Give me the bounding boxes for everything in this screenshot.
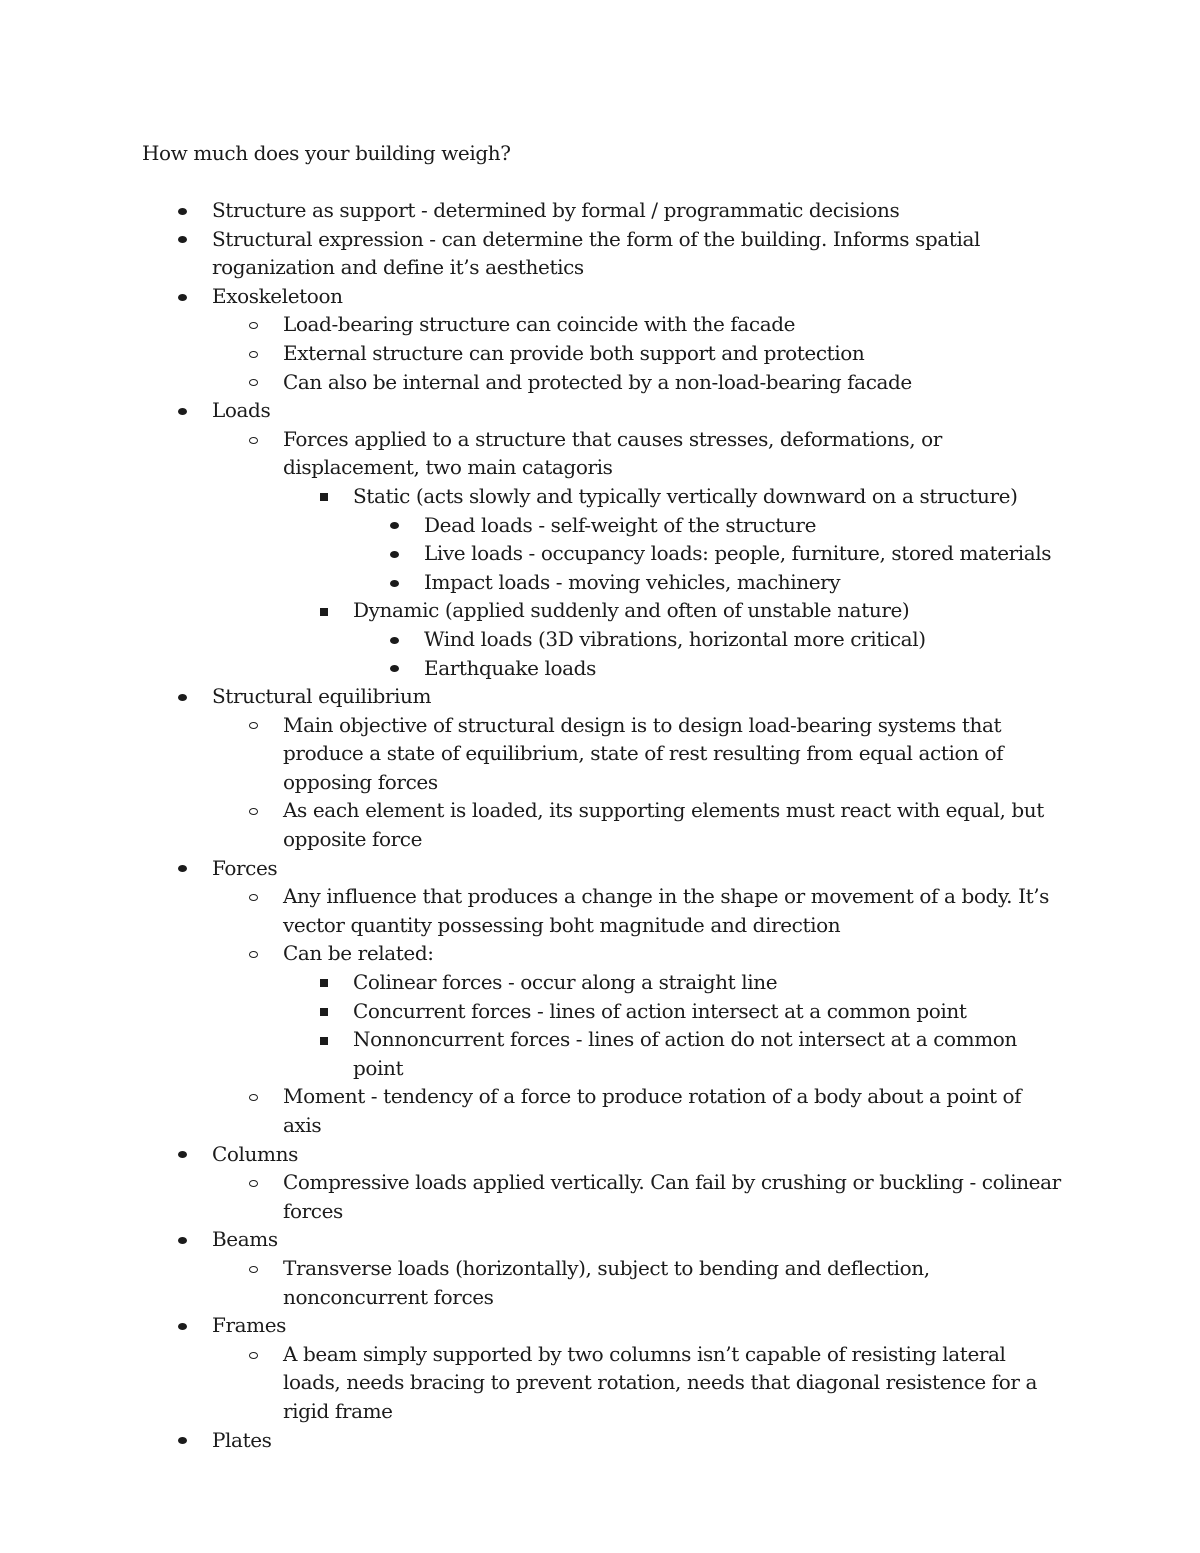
list-item-level-1 (0, 854, 1200, 883)
list-item-level-2 (0, 882, 1200, 939)
circle-bullet-shape (249, 722, 258, 729)
circle-bullet-icon (249, 711, 258, 740)
list-item-text: Wind loads (3D vibrations, horizontal more critical) (424, 626, 926, 651)
list-item-text: Frames (212, 1313, 287, 1338)
disc-bullet-icon (390, 654, 399, 683)
list-item-text: Dynamic (applied suddenly and often of unstable nature) (353, 598, 910, 623)
disc-bullet-shape (390, 551, 399, 558)
list-item-text: Transverse loads (horizontally), subject to bending and deflection, nonconcurrent forces (283, 1255, 930, 1309)
disc-bullet-icon (178, 1140, 187, 1169)
list-item-text: Forces (212, 855, 278, 880)
list-item-text: Structural equilibrium (212, 684, 432, 709)
square-bullet-icon (320, 596, 328, 625)
list-item-level-3 (0, 997, 1200, 1026)
list-item-level-1 (0, 396, 1200, 425)
list-item-text: As each element is loaded, its supporting elements must react with equal, but opposite force (283, 798, 1044, 852)
square-bullet-icon (320, 1025, 328, 1054)
list-item-text: Concurrent forces - lines of action intersect at a common point (353, 998, 967, 1023)
circle-bullet-icon (249, 310, 258, 339)
list-item-level-1 (0, 1140, 1200, 1169)
circle-bullet-shape (249, 322, 258, 329)
square-bullet-shape (320, 979, 328, 987)
list-item-text: Columns (212, 1141, 298, 1166)
list-item-level-1 (0, 1225, 1200, 1254)
disc-bullet-icon (178, 1225, 187, 1254)
bullet-outline (0, 196, 1200, 1454)
disc-bullet-icon (178, 396, 187, 425)
disc-bullet-shape (178, 1237, 187, 1244)
square-bullet-shape (320, 493, 328, 501)
disc-bullet-icon (178, 1311, 187, 1340)
list-item-level-2 (0, 1168, 1200, 1225)
list-item-text: Plates (212, 1427, 272, 1452)
list-item-level-3 (0, 968, 1200, 997)
square-bullet-icon (320, 997, 328, 1026)
circle-bullet-icon (249, 939, 258, 968)
list-item-level-2 (0, 368, 1200, 397)
list-item-text: A beam simply supported by two columns isn’t capable of resisting lateral loads, needs bracing to prevent rotation, needs that diagonal resistence for a rigid frame (283, 1341, 1038, 1423)
disc-bullet-icon (178, 282, 187, 311)
disc-bullet-shape (390, 665, 399, 672)
disc-bullet-icon (178, 1426, 187, 1455)
list-item-text: Beams (212, 1227, 278, 1252)
circle-bullet-shape (249, 894, 258, 901)
list-item-text: Live loads - occupancy loads: people, furniture, stored materials (424, 541, 1052, 566)
circle-bullet-shape (249, 951, 258, 958)
list-item-level-4 (0, 539, 1200, 568)
circle-bullet-icon (249, 1082, 258, 1111)
disc-bullet-icon (178, 196, 187, 225)
disc-bullet-shape (390, 637, 399, 644)
disc-bullet-shape (178, 1437, 187, 1444)
list-item-text: Load-bearing structure can coincide with the facade (283, 312, 796, 337)
list-item-text: Impact loads - moving vehicles, machinery (424, 569, 841, 594)
list-item-text: Compressive loads applied vertically. Can fail by crushing or buckling - colinear forces (283, 1170, 1061, 1223)
circle-bullet-shape (249, 379, 258, 386)
circle-bullet-icon (249, 796, 258, 825)
list-item-text: Dead loads - self-weight of the structure (424, 512, 816, 537)
list-item-text: Can be related: (283, 941, 434, 966)
list-item-level-2 (0, 425, 1200, 482)
list-item-level-4 (0, 625, 1200, 654)
square-bullet-icon (320, 968, 328, 997)
list-item-text: Loads (212, 398, 271, 423)
list-item-level-2 (0, 310, 1200, 339)
disc-bullet-shape (390, 580, 399, 587)
list-item-text: External structure can provide both support and protection (283, 340, 865, 365)
disc-bullet-shape (178, 236, 187, 243)
circle-bullet-shape (249, 1094, 258, 1101)
square-bullet-shape (320, 1037, 328, 1045)
circle-bullet-shape (249, 808, 258, 815)
list-item-level-2 (0, 1340, 1200, 1426)
disc-bullet-shape (178, 694, 187, 701)
circle-bullet-icon (249, 339, 258, 368)
list-item-level-2 (0, 796, 1200, 853)
list-item-level-4 (0, 568, 1200, 597)
list-item-level-4 (0, 654, 1200, 683)
square-bullet-shape (320, 608, 328, 616)
list-item-level-2 (0, 939, 1200, 968)
list-item-level-3 (0, 596, 1200, 625)
circle-bullet-icon (249, 425, 258, 454)
list-item-text: Forces applied to a structure that causes stresses, deformations, or displacement, two main catagoris (283, 426, 942, 480)
disc-bullet-shape (178, 408, 187, 415)
list-item-text: Can also be internal and protected by a non-load-bearing facade (283, 369, 912, 394)
disc-bullet-icon (178, 854, 187, 883)
disc-bullet-icon (178, 682, 187, 711)
disc-bullet-icon (390, 625, 399, 654)
disc-bullet-icon (390, 568, 399, 597)
list-item-text: Structure as support - determined by formal / programmatic decisions (212, 198, 900, 222)
circle-bullet-shape (249, 1352, 258, 1359)
page-title: How much does your building weigh? (142, 141, 511, 165)
circle-bullet-icon (249, 1340, 258, 1369)
disc-bullet-shape (178, 865, 187, 872)
disc-bullet-shape (390, 522, 399, 529)
square-bullet-shape (320, 1008, 328, 1016)
list-item-text: Any influence that produces a change in the shape or movement of a body. It’s vector quantity possessing boht magnitude and direction (283, 884, 1050, 937)
circle-bullet-shape (249, 351, 258, 358)
list-item-text: Main objective of structural design is to design load-bearing systems that produce a state of equilibrium, state of rest resulting from equal action of opposing forces (283, 712, 1004, 794)
square-bullet-icon (320, 482, 328, 511)
disc-bullet-shape (178, 1151, 187, 1158)
list-item-level-2 (0, 1254, 1200, 1311)
circle-bullet-icon (249, 882, 258, 911)
list-item-level-3 (0, 482, 1200, 511)
disc-bullet-icon (178, 225, 187, 254)
circle-bullet-icon (249, 1168, 258, 1197)
list-item-level-2 (0, 1082, 1200, 1139)
list-item-level-3 (0, 1025, 1200, 1082)
list-item-text: Earthquake loads (424, 655, 596, 680)
disc-bullet-icon (390, 511, 399, 540)
circle-bullet-shape (249, 1180, 258, 1187)
list-item-level-4 (0, 511, 1200, 540)
list-item-level-1 (0, 1311, 1200, 1340)
list-item-text: Moment - tendency of a force to produce rotation of a body about a point of axis (283, 1084, 1022, 1137)
circle-bullet-shape (249, 437, 258, 444)
list-item-level-1 (0, 682, 1200, 711)
list-item-text: Exoskeletoon (212, 283, 343, 308)
list-item-level-1 (0, 1426, 1200, 1455)
list-item-level-2 (0, 339, 1200, 368)
list-item-level-1 (0, 225, 1200, 282)
disc-bullet-shape (178, 208, 187, 215)
disc-bullet-icon (390, 539, 399, 568)
list-item-text: Static (acts slowly and typically vertically downward on a structure) (353, 483, 1018, 508)
list-item-text: Structural expression - can determine the form of the building. Informs spatial roganization and define it’s aesthetics (212, 226, 980, 280)
disc-bullet-shape (178, 1323, 187, 1330)
list-item-level-1 (0, 196, 1200, 225)
list-item-level-1 (0, 282, 1200, 311)
list-item-text: Colinear forces - occur along a straight line (353, 970, 778, 995)
circle-bullet-icon (249, 1254, 258, 1283)
circle-bullet-icon (249, 368, 258, 397)
list-item-level-2 (0, 711, 1200, 797)
circle-bullet-shape (249, 1266, 258, 1273)
disc-bullet-shape (178, 294, 187, 301)
list-item-text: Nonnoncurrent forces - lines of action do not intersect at a common point (353, 1027, 1017, 1080)
